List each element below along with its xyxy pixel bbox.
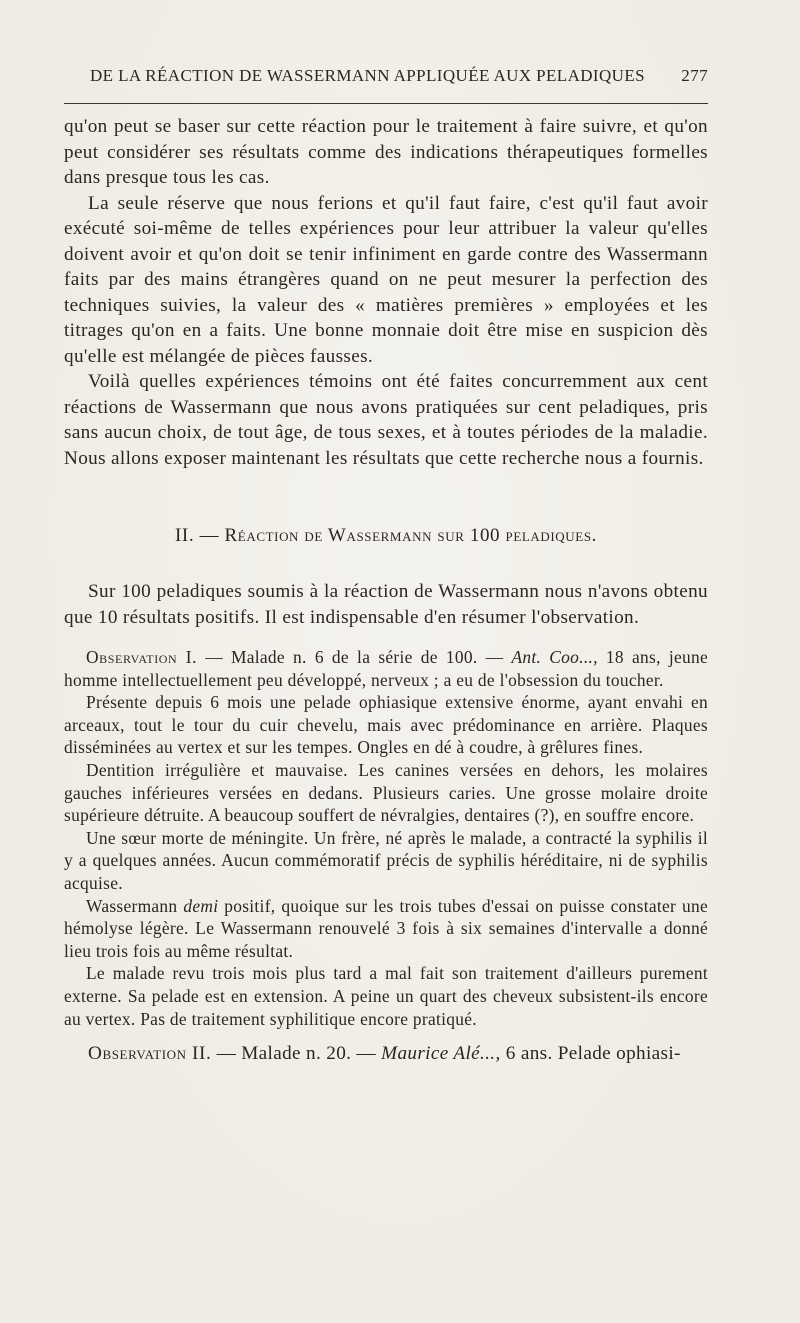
observation-1-intro [64,646,708,691]
observation-1-label: Observation I. [86,647,198,667]
running-header-title: DE LA RÉACTION DE WASSERMANN APPLIQUÉE AUX PELADIQUES [90,66,645,85]
observation-2-label: Observation II. [88,1043,212,1065]
observation-1-final: Le malade revu trois mois plus tard a mal fait son traitement d'ailleurs purement externe. Sa pelade est en extension. A peine un quart des cheveux subsistent-ils encore au vertex. Pas de traitement syphilitique encore pratiqué. [64,963,708,1029]
page-number: 277 [681,66,708,85]
section-heading [64,525,708,547]
paragraph-reserve: La seule réserve que nous ferions et qu'il faut faire, c'est qu'il faut avoir exécuté soi-même de telles expériences pour leur attribuer la valeur qu'elles doivent avoir et qu'on doit se tenir infiniment en garde contre des Wassermann faits par des mains étrangères quand on ne peut mesurer la perfection des techniques suivies, la valeur des « matières premières » employées et les titrages qu'on en a faits. Une bonne monnaie doit être mise en suspicion dès qu'elle est mélangée de pièces fausses. [64,192,708,367]
spacer [64,630,708,646]
observation-1-paragraph: Présente depuis 6 mois une pelade ophiasique extensive énorme, ayant envahi en arceaux, tout le tour du cuir chevelu, mais avec prédominance en arrière. Plaques disséminées au vertex et sur les tempes. Ongles en dé à coudre, à grêlures fines. [64,692,708,758]
observation-1-paragraph: Une sœur morte de méningite. Un frère, né après le malade, a contracté la syphilis il y a quelques années. Aucun commémoratif précis de syphilis héréditaire, ni de syphilis acquise. [64,827,708,893]
observation-2-patient: Maurice Alé..., [381,1043,501,1065]
running-header [64,64,708,94]
header-rule [64,103,708,104]
observation-1-intro-after: 18 ans, jeune homme intellectuellement peu développé, nerveux ; a eu de l'obsession du toucher. [64,647,708,690]
wassermann-emphasis: demi [183,895,219,916]
observation-2-intro [64,1041,708,1067]
paragraph-experiences: Voilà quelles expériences témoins ont été faites concurremment aux cent réactions de Wassermann que nous avons pratiquées sur cent peladiques, pris sans aucun choix, de tout âge, de tous sexes, et à toutes périodes de la maladie. Nous allons exposer maintenant les résultats que cette recherche nous a fournis. [64,371,708,469]
section-title-text: Réaction de Wassermann sur 100 peladiques. [224,525,598,546]
observation-1-patient: Ant. Coo..., [511,647,598,667]
observation-2-intro-before: — Malade n. 20. — [211,1043,382,1065]
observation-1-wassermann [64,895,708,963]
observation-1-intro-before: — Malade n. 6 de la série de 100. — [197,647,512,667]
body-text [64,114,708,1067]
spacer [64,1030,708,1041]
observation-2-intro-after: 6 ans. Pelade ophiasi- [500,1043,681,1065]
observation-1-paragraph: Dentition irrégulière et mauvaise. Les canines versées en dehors, les molaires gauches inférieures versées en dedans. Plusieurs caries. Une grosse molaire droite supérieure détruite. A beaucoup souffert de névralgies, dentaires (?), en souffre encore. [64,759,708,826]
paragraph-continuation: qu'on peut se baser sur cette réaction pour le traitement à faire suivre, et qu'on peut considérer ses résultats comme des indications thérapeutiques formelles dans presque tous les cas. [64,116,708,188]
wassermann-before: Wassermann [86,895,184,916]
section-numeral: II. [174,525,195,546]
paragraph-summary: Sur 100 peladiques soumis à la réaction de Wassermann nous n'avons obtenu que 10 résultats positifs. Il est indispensable d'en résumer l'observation. [64,581,708,628]
wassermann-after: positif, quoique sur les trois tubes d'essai on puisse constater une hémolyse légère. Le Wassermann renouvelé 3 fois à six semaines d'intervalle a donné lieu trois fois au même résultat. [64,895,709,961]
section-dash: — [199,525,220,546]
